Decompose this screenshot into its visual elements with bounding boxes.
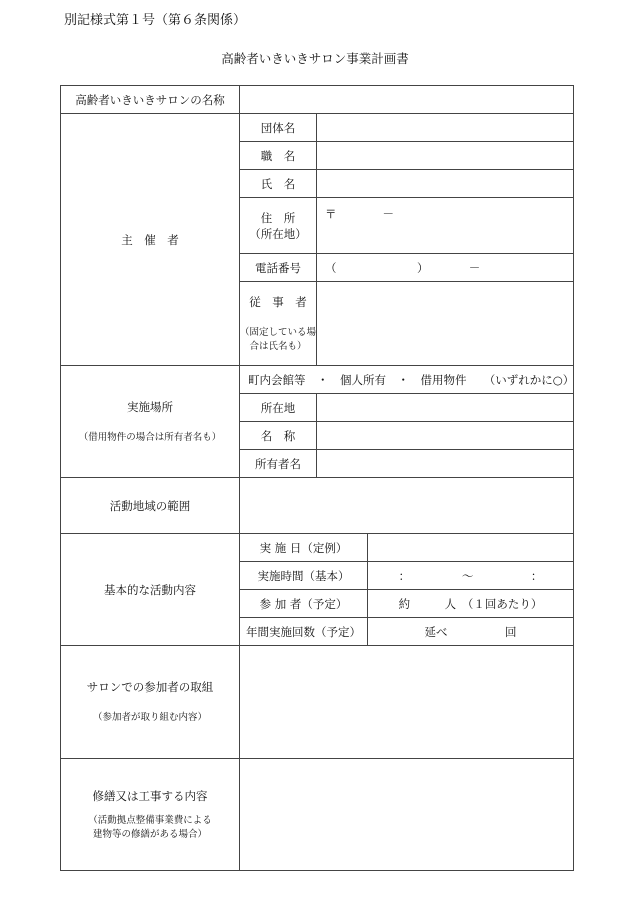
repairs-label: 修繕又は工事する内容 xyxy=(92,788,208,803)
name-field[interactable] xyxy=(317,170,574,198)
annual-count-format: 延べ 回 xyxy=(424,624,517,639)
document-title: 高齢者いきいきサロン事業計画書 xyxy=(221,51,409,66)
address-field[interactable] xyxy=(317,198,574,254)
venue-type-options[interactable]: 町内会館等 ・ 個人所有 ・ 借用物件 （いずれかに○） xyxy=(240,366,574,394)
staff-label-cell xyxy=(240,282,317,366)
plan-form-table xyxy=(60,85,574,871)
position-field[interactable] xyxy=(317,142,574,170)
group-name-label: 団体名 xyxy=(240,114,317,142)
row-activity-area xyxy=(61,478,574,534)
row-repairs xyxy=(61,759,574,871)
repairs-note-line1: （活動拠点整備事業費による xyxy=(88,814,212,826)
row-organizer-group xyxy=(61,114,574,142)
venue-owner-field[interactable] xyxy=(317,450,574,478)
participants-field[interactable] xyxy=(368,590,574,618)
area-field[interactable] xyxy=(240,478,574,534)
efforts-field[interactable] xyxy=(240,646,574,759)
activity-time-label: 実施時間（基本） xyxy=(240,562,368,590)
row-salon-name xyxy=(61,86,574,114)
efforts-note: （参加者が取り組む内容） xyxy=(92,712,207,724)
activity-time-format: ： ～ ： xyxy=(398,568,543,583)
activity-label: 基本的な活動内容 xyxy=(61,534,240,646)
venue-location-field[interactable] xyxy=(317,394,574,422)
venue-label: 実施場所 xyxy=(127,399,173,414)
form-number: 別記様式第１号（第６条関係） xyxy=(64,13,247,28)
phone-field[interactable] xyxy=(317,254,574,282)
repairs-field[interactable] xyxy=(240,759,574,871)
position-label: 職 名 xyxy=(240,142,317,170)
participants-label: 参 加 者（予定） xyxy=(240,590,368,618)
address-label-line2: （所在地） xyxy=(249,226,307,241)
efforts-label: サロンでの参加者の取組 xyxy=(86,680,214,695)
activity-date-field[interactable] xyxy=(368,534,574,562)
group-name-field[interactable] xyxy=(317,114,574,142)
venue-owner-label: 所有者名 xyxy=(240,450,317,478)
venue-name-label: 名 称 xyxy=(240,422,317,450)
phone-label: 電話番号 xyxy=(240,254,317,282)
annual-count-field[interactable] xyxy=(368,618,574,646)
salon-name-label: 高齢者いきいきサロンの名称 xyxy=(61,86,240,114)
organizer-label: 主 催 者 xyxy=(61,114,240,366)
staff-label: 従 事 者 xyxy=(249,294,307,309)
venue-location-label: 所在地 xyxy=(240,394,317,422)
row-venue-type xyxy=(61,366,574,394)
name-label: 氏 名 xyxy=(240,170,317,198)
activity-date-label: 実 施 日（定例） xyxy=(240,534,368,562)
row-participant-efforts xyxy=(61,646,574,759)
postal-mark: 〒 － xyxy=(325,207,394,221)
address-label-line1: 住 所 xyxy=(260,210,296,225)
area-label: 活動地域の範囲 xyxy=(61,478,240,534)
annual-count-label: 年間実施回数（予定） xyxy=(240,618,368,646)
repairs-note-line2: 建物等の修繕がある場合） xyxy=(92,828,207,840)
row-activity-date xyxy=(61,534,574,562)
venue-label-cell xyxy=(61,366,240,478)
efforts-label-cell xyxy=(61,646,240,759)
venue-name-field[interactable] xyxy=(317,422,574,450)
staff-field[interactable] xyxy=(317,282,574,366)
address-label xyxy=(240,198,317,254)
staff-note: （固定している場合は氏名も） xyxy=(240,326,317,352)
venue-note: （借用物件の場合は所有者名も） xyxy=(78,431,222,443)
participants-format: 約 人 （１回あたり） xyxy=(398,596,543,611)
repairs-label-cell xyxy=(61,759,240,871)
salon-name-field[interactable] xyxy=(240,86,574,114)
phone-format: （ ） － xyxy=(325,260,481,275)
activity-time-field[interactable] xyxy=(368,562,574,590)
